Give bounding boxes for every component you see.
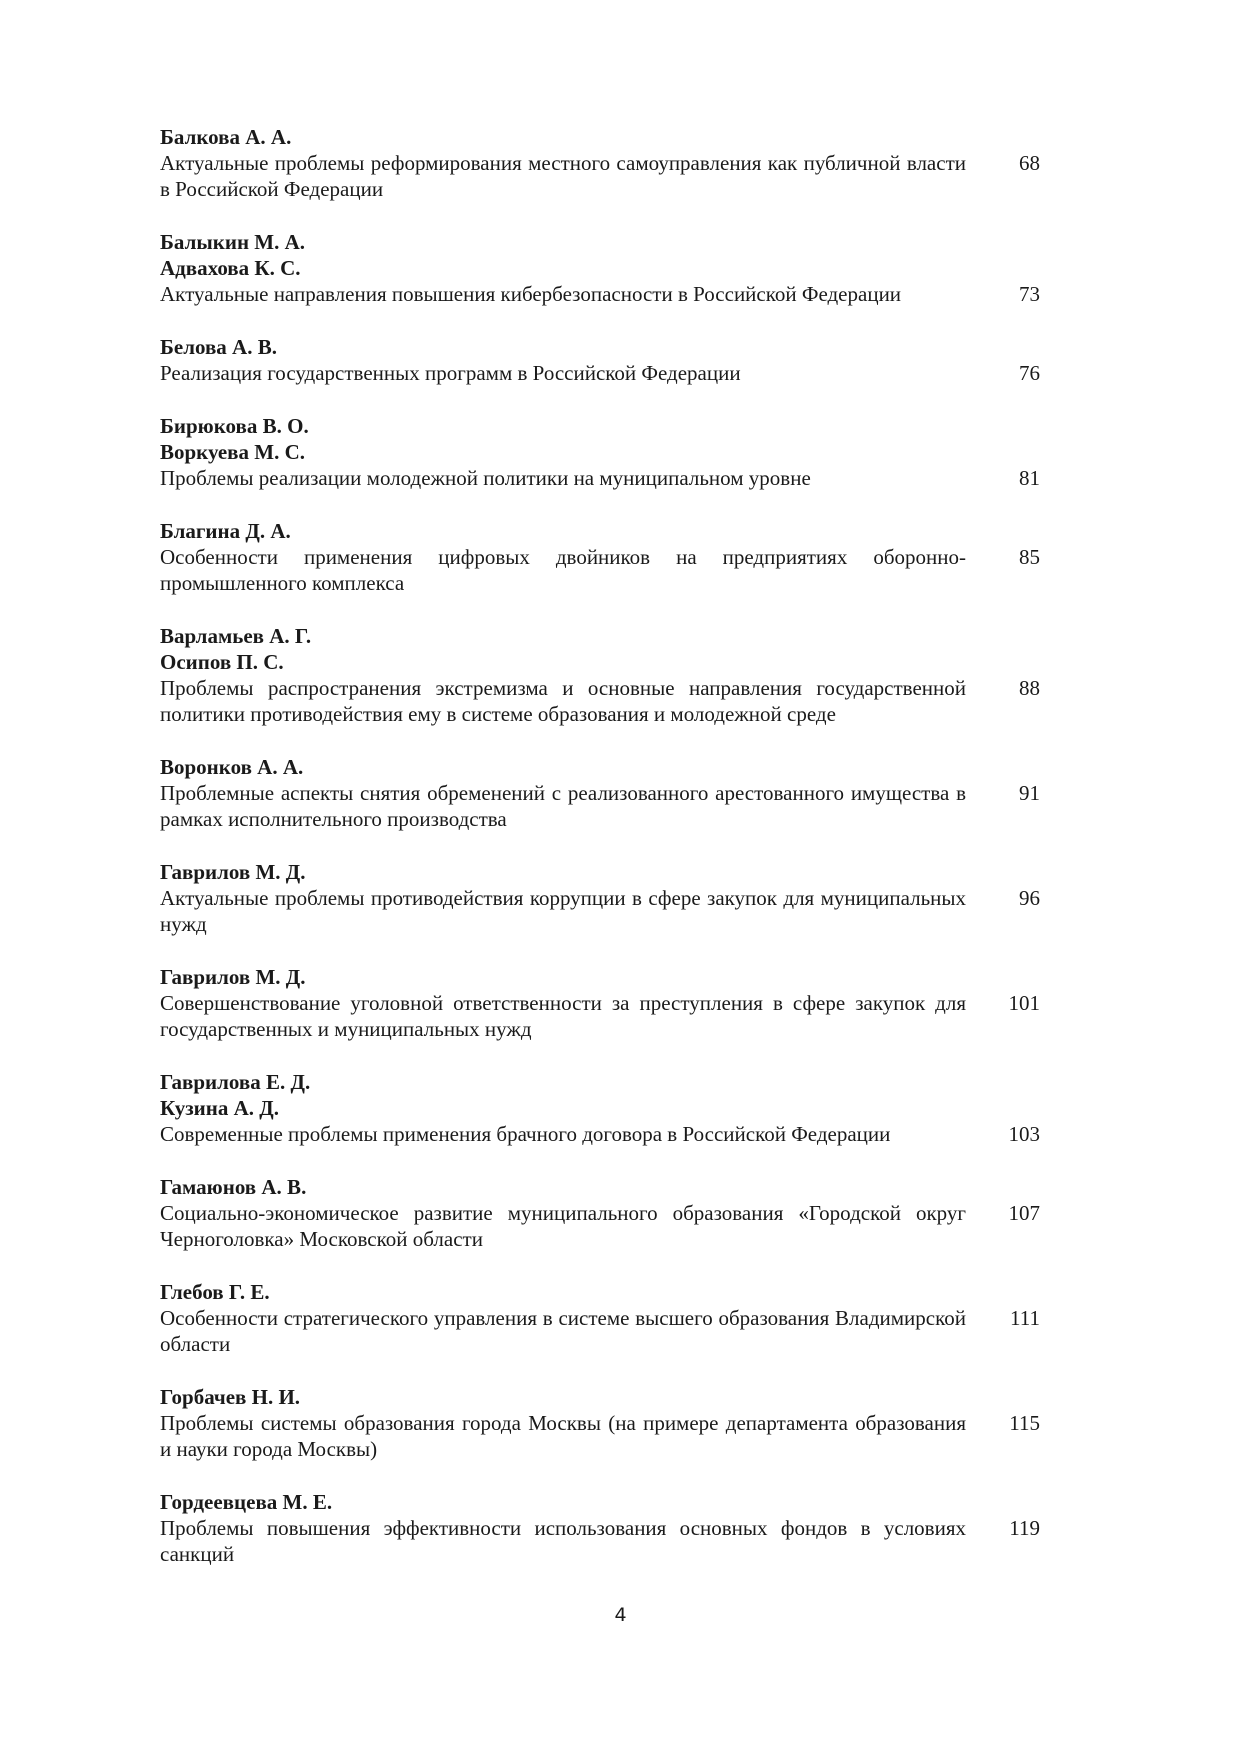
article-title: Проблемы повышения эффективности использования основных фондов в условиях санкций <box>160 1516 966 1566</box>
page-ref: 73 <box>1019 282 1040 306</box>
toc-entry <box>160 1069 1040 1147</box>
toc-entry <box>160 754 1040 832</box>
author-name: Воронков А. А. <box>160 755 304 779</box>
toc-entry <box>160 229 1040 307</box>
toc-entry <box>160 964 1040 1042</box>
page-ref: 111 <box>1010 1306 1040 1330</box>
page-ref: 91 <box>1019 781 1040 805</box>
author-name: Адвахова К. С. <box>160 256 301 280</box>
toc-entry <box>160 1279 1040 1357</box>
toc-entry <box>160 124 1040 202</box>
toc-entry <box>160 334 1040 386</box>
toc-entry <box>160 1174 1040 1252</box>
article-title: Совершенствование уголовной ответственности за преступления в сфере закупок для государственных и муниципальных нужд <box>160 991 966 1041</box>
page-ref: 107 <box>1008 1201 1040 1225</box>
article-title: Особенности применения цифровых двойников на предприятиях оборонно-промышленного комплекса <box>160 545 966 595</box>
author-name: Гаврилов М. Д. <box>160 965 306 989</box>
article-title: Проблемные аспекты снятия обременений с реализованного арестованного имущества в рамках исполнительного производства <box>160 781 966 831</box>
page-ref: 115 <box>1009 1411 1040 1435</box>
article-title: Проблемы распространения экстремизма и основные направления государственной политики противодействия ему в системе образования и молодежной среде <box>160 676 966 726</box>
author-name: Белова А. В. <box>160 335 277 359</box>
author-name: Глебов Г. Е. <box>160 1280 270 1304</box>
table-of-contents <box>160 124 1040 1594</box>
toc-entry <box>160 1384 1040 1462</box>
toc-entry <box>160 859 1040 937</box>
article-title: Социально-экономическое развитие муниципального образования «Городской округ Черноголовка» Московской области <box>160 1201 966 1251</box>
page-ref: 68 <box>1019 151 1040 175</box>
author-name: Гордеевцева М. Е. <box>160 1490 333 1514</box>
toc-entry <box>160 623 1040 727</box>
author-name: Бирюкова В. О. <box>160 414 309 438</box>
article-title: Современные проблемы применения брачного договора в Российской Федерации <box>160 1122 891 1146</box>
toc-entry <box>160 518 1040 596</box>
article-title: Актуальные проблемы реформирования местного самоуправления как публичной власти в Российской Федерации <box>160 151 966 201</box>
author-name: Горбачев Н. И. <box>160 1385 301 1409</box>
author-name: Балкова А. А. <box>160 125 292 149</box>
page-ref: 81 <box>1019 466 1040 490</box>
toc-entry <box>160 413 1040 491</box>
author-name: Благина Д. А. <box>160 519 291 543</box>
author-name: Кузина А. Д. <box>160 1096 279 1120</box>
author-name: Гаврилов М. Д. <box>160 860 306 884</box>
page-ref: 101 <box>1008 991 1040 1015</box>
page-number: 4 <box>614 1604 627 1626</box>
page-ref: 119 <box>1009 1516 1040 1540</box>
author-name: Варламьев А. Г. <box>160 624 312 648</box>
author-name: Гамаюнов А. В. <box>160 1175 307 1199</box>
article-title: Реализация государственных программ в Российской Федерации <box>160 361 741 385</box>
page-ref: 88 <box>1019 676 1040 700</box>
author-name: Осипов П. С. <box>160 650 284 674</box>
author-name: Гаврилова Е. Д. <box>160 1070 311 1094</box>
article-title: Особенности стратегического управления в системе высшего образования Владимирской области <box>160 1306 966 1356</box>
page-ref: 76 <box>1019 361 1040 385</box>
page-ref: 85 <box>1019 545 1040 569</box>
page-ref: 103 <box>1008 1122 1040 1146</box>
article-title: Актуальные проблемы противодействия коррупции в сфере закупок для муниципальных нужд <box>160 886 966 936</box>
page-ref: 96 <box>1019 886 1040 910</box>
toc-entry <box>160 1489 1040 1567</box>
article-title: Проблемы реализации молодежной политики на муниципальном уровне <box>160 466 811 490</box>
author-name: Балыкин М. А. <box>160 230 306 254</box>
article-title: Актуальные направления повышения кибербезопасности в Российской Федерации <box>160 282 902 306</box>
article-title: Проблемы системы образования города Москвы (на примере департамента образования и науки города Москвы) <box>160 1411 966 1461</box>
author-name: Воркуева М. С. <box>160 440 305 464</box>
